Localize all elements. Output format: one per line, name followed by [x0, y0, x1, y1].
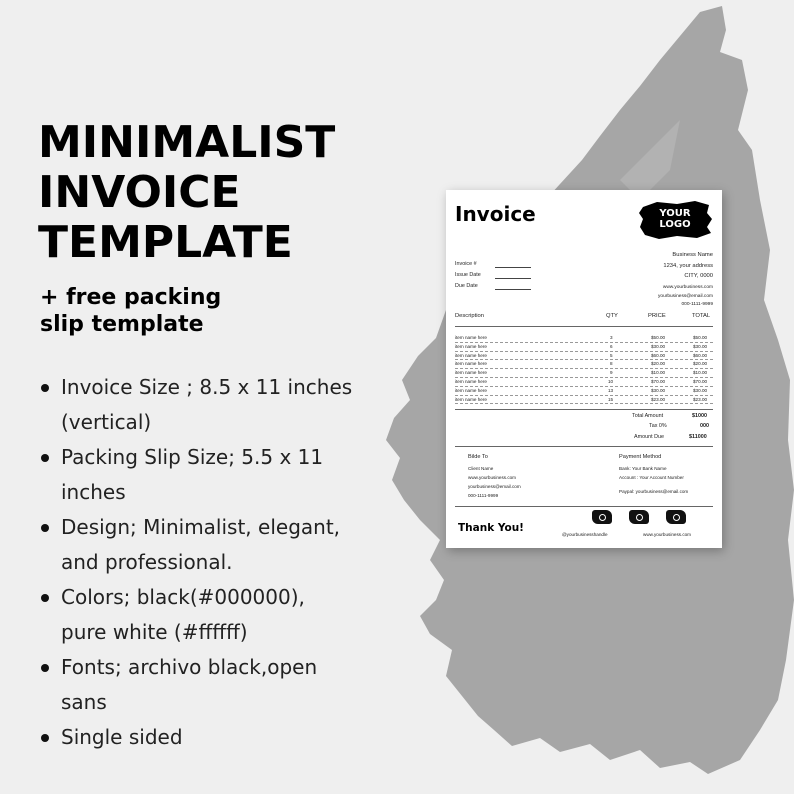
invoice-title: Invoice: [455, 202, 536, 226]
fill-line: [495, 289, 531, 290]
bullet-icon: [41, 734, 49, 742]
feature-item-design: Design; Minimalist, elegant, and professional.: [40, 510, 380, 580]
amount-due-label: Amount Due: [634, 434, 664, 440]
total-amount-label: Total Amount: [632, 413, 664, 419]
feature-item-sided: Single sided: [40, 720, 380, 755]
logo-placeholder: [637, 199, 713, 241]
amount-due-value: $11000: [689, 434, 707, 440]
business-address: [663, 250, 713, 282]
business-website: www.yourbusiness.com: [662, 285, 713, 290]
subheadline-line-1: + free packing: [40, 285, 222, 310]
feature-list: [40, 370, 380, 755]
table-row: item name here 5 $60.00 $60.00: [455, 351, 713, 361]
fill-line: [495, 278, 531, 279]
footer-website: www.yourbusiness.com: [643, 532, 691, 537]
fill-line: [495, 267, 531, 268]
client-phone: 000-1111-9999: [468, 493, 499, 498]
business-phone: 000-1111-9999: [681, 302, 713, 307]
feature-item-colors: Colors; black(#000000), pure white (#ffffff): [40, 580, 380, 650]
header-divider: [455, 326, 713, 327]
client-name: Client Name: [468, 466, 494, 471]
table-row: item name here 15 $23.00 $23.00: [455, 395, 713, 405]
bullet-icon: [41, 454, 49, 462]
headline-line-3: TEMPLATE: [38, 217, 293, 268]
headline-line-1: MINIMALIST: [38, 117, 336, 168]
invoice-number-row: Invoice #: [455, 260, 481, 271]
feature-item-size: Invoice Size ; 8.5 x 11 inches (vertical): [40, 370, 380, 440]
tiktok-icon: [666, 510, 686, 524]
account-number: Account : Your Account Number: [619, 475, 684, 480]
table-row: item name here 13 $30.00 $30.00: [455, 386, 713, 396]
client-email: yourbusiness@email.com: [468, 484, 521, 489]
thank-you-text: Thank You!: [458, 522, 524, 534]
business-city: CITY, 0000: [684, 273, 713, 279]
social-handle: @yourbusinesshandle: [562, 532, 608, 537]
bullet-icon: [41, 664, 49, 672]
column-header-qty: QTY: [606, 313, 618, 319]
bill-to-title: Bilde To: [468, 454, 488, 460]
business-street: 1234, your address: [663, 262, 713, 269]
bullet-icon: [41, 594, 49, 602]
table-row: item name here 9 $10.00 $10.00: [455, 368, 713, 378]
subheadline: [40, 284, 221, 338]
bullet-icon: [41, 524, 49, 532]
instagram-icon: [592, 510, 612, 524]
table-row: item name here 8 $20.00 $20.00: [455, 359, 713, 369]
headline-line-2: INVOICE: [38, 167, 241, 218]
invoice-preview: [446, 190, 722, 548]
business-name: Business Name: [672, 252, 713, 258]
totals-divider: [455, 409, 713, 410]
logo-text-line-1: YOUR: [659, 208, 691, 219]
column-header-total: TOTAL: [692, 313, 711, 319]
total-amount-value: $1000: [692, 413, 707, 419]
column-header-price: PRICE: [648, 313, 666, 319]
table-row: item name here 3 $50.00 $50.00: [455, 333, 713, 343]
feature-item-fonts: Fonts; archivo black,open sans: [40, 650, 380, 720]
bank-name: Bank: Your Bank Name: [619, 466, 667, 471]
payment-method-title: Payment Method: [619, 454, 662, 460]
section-divider: [455, 446, 713, 447]
paypal-email: Paypal: yourbusiness@email.com: [619, 489, 689, 494]
invoice-meta: [455, 260, 481, 293]
client-website: www.yourbusiness.com: [468, 475, 516, 480]
business-email: yourbusiness@email.com: [658, 293, 713, 299]
table-row: item name here 6 $30.00 $30.00: [455, 342, 713, 352]
bullet-icon: [41, 384, 49, 392]
issue-date-row: Issue Date: [455, 271, 481, 282]
due-date-row: Due Date: [455, 282, 481, 293]
column-header-description: Description: [455, 313, 484, 319]
footer-divider: [455, 506, 713, 507]
tax-label: Tax 0%: [649, 423, 667, 429]
subheadline-line-2: slip template: [40, 312, 204, 337]
table-row: item name here 10 $70.00 $70.00: [455, 377, 713, 387]
business-contact: [658, 284, 713, 310]
logo-text-line-2: LOGO: [659, 219, 691, 230]
feature-item-packing-slip: Packing Slip Size; 5.5 x 11 inches: [40, 440, 380, 510]
facebook-icon: [629, 510, 649, 524]
tax-value: 000: [700, 423, 709, 429]
main-headline: [38, 118, 335, 268]
